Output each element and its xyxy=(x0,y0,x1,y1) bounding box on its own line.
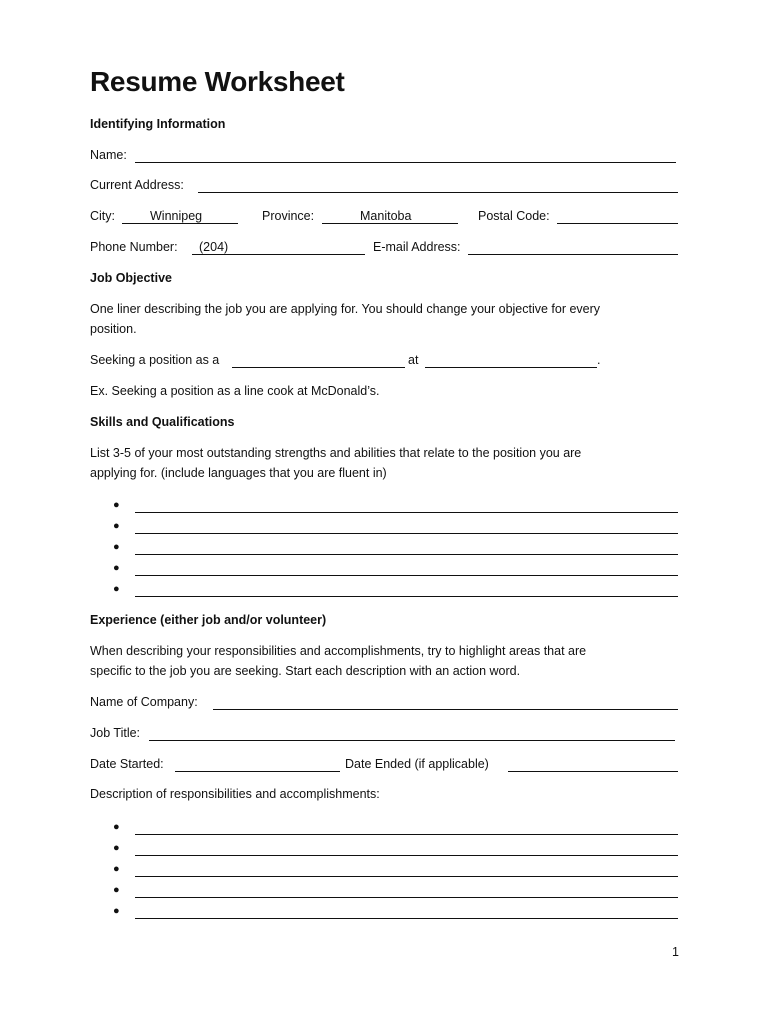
city-label: City: xyxy=(90,209,115,223)
phone-field[interactable] xyxy=(192,254,365,255)
name-field[interactable] xyxy=(135,162,676,163)
responsibility-field-3[interactable] xyxy=(135,876,678,877)
seeking-position-field[interactable] xyxy=(232,367,405,368)
email-label: E-mail Address: xyxy=(373,240,461,254)
province-value: Manitoba xyxy=(360,209,412,223)
address-label: Current Address: xyxy=(90,178,184,192)
bullet-icon: ● xyxy=(113,520,120,532)
responsibility-field-5[interactable] xyxy=(135,918,678,919)
company-label: Name of Company: xyxy=(90,695,198,709)
postal-code-field[interactable] xyxy=(557,223,678,224)
phone-value: (204) xyxy=(199,240,229,254)
province-field[interactable] xyxy=(322,223,458,224)
section-heading-skills: Skills and Qualifications xyxy=(90,415,235,429)
skill-field-3[interactable] xyxy=(135,554,678,555)
skills-description-line2: applying for. (include languages that you are fluent in) xyxy=(90,466,387,480)
page-title: Resume Worksheet xyxy=(90,66,345,97)
page-number: 1 xyxy=(672,945,679,959)
seeking-company-field[interactable] xyxy=(425,367,597,368)
objective-description-line2: position. xyxy=(90,322,137,336)
bullet-icon: ● xyxy=(113,583,120,595)
bullet-icon: ● xyxy=(113,842,120,854)
bullet-icon: ● xyxy=(113,541,120,553)
bullet-icon: ● xyxy=(113,821,120,833)
section-heading-identifying: Identifying Information xyxy=(90,117,226,131)
skills-description-line1: List 3-5 of your most outstanding strengths and abilities that relate to the position you are xyxy=(90,446,582,460)
name-label: Name: xyxy=(90,148,127,162)
seeking-at: at xyxy=(408,353,419,367)
address-field[interactable] xyxy=(198,192,678,193)
job-title-field[interactable] xyxy=(149,740,675,741)
date-started-label: Date Started: xyxy=(90,757,164,771)
responsibility-field-4[interactable] xyxy=(135,897,678,898)
seeking-period: . xyxy=(597,353,601,367)
seeking-prefix: Seeking a position as a xyxy=(90,353,220,367)
skill-field-2[interactable] xyxy=(135,533,678,534)
date-ended-field[interactable] xyxy=(508,771,678,772)
bullet-icon: ● xyxy=(113,499,120,511)
bullet-icon: ● xyxy=(113,863,120,875)
objective-description-line1: One liner describing the job you are applying for. You should change your objective for every xyxy=(90,302,601,316)
email-field[interactable] xyxy=(468,254,678,255)
skill-field-1[interactable] xyxy=(135,512,678,513)
phone-label: Phone Number: xyxy=(90,240,178,254)
bullet-icon: ● xyxy=(113,884,120,896)
bullet-icon: ● xyxy=(113,562,120,574)
city-field[interactable] xyxy=(122,223,238,224)
objective-example: Ex. Seeking a position as a line cook at McDonald’s. xyxy=(90,384,380,398)
skill-field-4[interactable] xyxy=(135,575,678,576)
postal-code-label: Postal Code: xyxy=(478,209,550,223)
date-ended-label: Date Ended (if applicable) xyxy=(345,757,489,771)
skill-field-5[interactable] xyxy=(135,596,678,597)
section-heading-objective: Job Objective xyxy=(90,271,172,285)
description-label: Description of responsibilities and accomplishments: xyxy=(90,787,380,801)
experience-description-line2: specific to the job you are seeking. Start each description with an action word. xyxy=(90,664,521,678)
company-field[interactable] xyxy=(213,709,678,710)
experience-description-line1: When describing your responsibilities and accomplishments, try to highlight areas that are xyxy=(90,644,587,658)
date-started-field[interactable] xyxy=(175,771,340,772)
responsibility-field-1[interactable] xyxy=(135,834,678,835)
job-title-label: Job Title: xyxy=(90,726,141,740)
section-heading-experience: Experience (either job and/or volunteer) xyxy=(90,613,327,627)
city-value: Winnipeg xyxy=(150,209,203,223)
responsibility-field-2[interactable] xyxy=(135,855,678,856)
province-label: Province: xyxy=(262,209,315,223)
bullet-icon: ● xyxy=(113,905,120,917)
